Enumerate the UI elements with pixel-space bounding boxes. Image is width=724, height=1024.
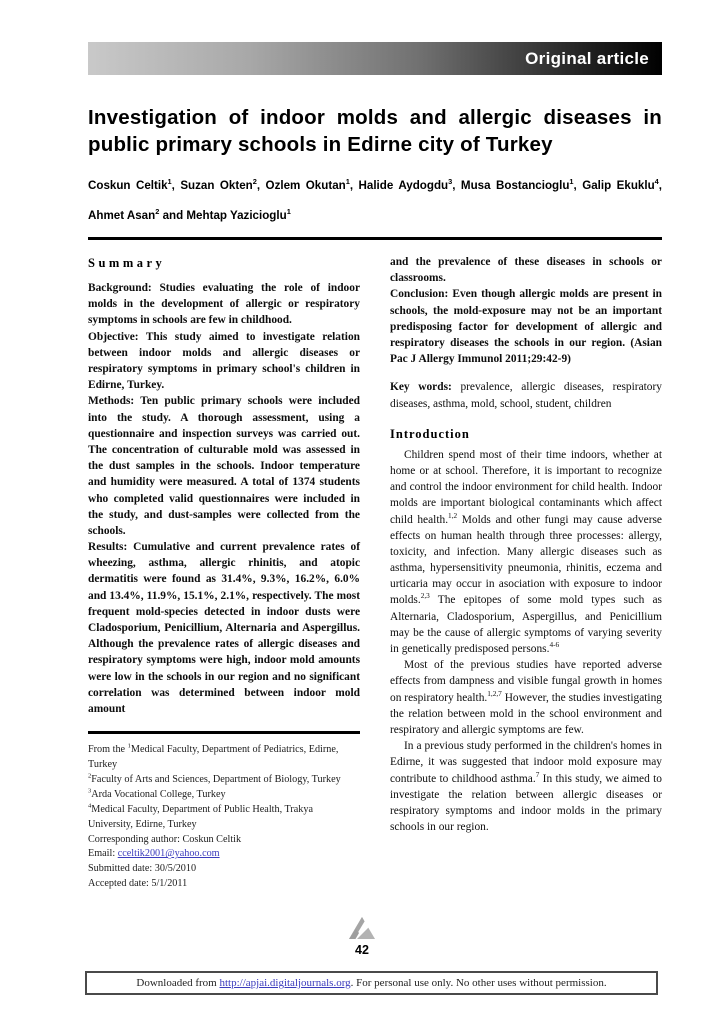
reference-superscript: 1 [345, 177, 350, 187]
footnote-line-affiliation-4: $^4$Medical Faculty, Department of Public Health, Trakya University, Edirne, Turkey [88, 802, 313, 830]
email-link[interactable]: cceltik2001@yahoo.com [117, 848, 220, 860]
footnote [88, 743, 360, 892]
article-type-label: Original article [525, 48, 649, 68]
download-text: Downloaded from http://apjai.digitaljournals.org. For personal use only. No other uses without permission. [136, 977, 607, 989]
left-column [88, 254, 360, 892]
reference-superscript: 1 [569, 177, 574, 187]
article-body [88, 254, 662, 892]
reference-superscript: 1 [167, 177, 172, 187]
summary-paragraph-continuation: and the prevalence of these diseases in schools or classrooms. [390, 256, 662, 285]
reference-superscript: 7 [535, 770, 540, 779]
reference-superscript: 1 [127, 742, 131, 750]
reference-superscript: 2,3 [420, 592, 430, 601]
reference-superscript: 2 [155, 207, 160, 217]
journal-logo-icon [347, 915, 377, 941]
footnote-line-submitted-date: Submitted date: 30/5/2010 [88, 863, 197, 875]
reference-superscript: 3 [448, 177, 453, 187]
footnote-line-affiliation-3: $^3$Arda Vocational College, Turkey [88, 787, 226, 800]
reference-superscript: 1,2 [448, 511, 458, 520]
reference-superscript: 1,2,7 [487, 689, 502, 698]
reference-superscript: 2 [252, 177, 257, 187]
download-notice [85, 971, 658, 995]
footnote-line-accepted-date: Accepted date: 5/1/2011 [88, 878, 188, 890]
reference-superscript: 1 [286, 207, 291, 217]
article-type-banner [88, 42, 662, 75]
footnote-line-email: Email: cceltik2001@yahoo.com [88, 848, 220, 860]
header-divider [88, 237, 662, 240]
introduction-heading: Introduction [390, 426, 470, 441]
reference-superscript: 2 [88, 772, 92, 780]
summary-paragraph-methods: Methods: Ten public primary schools were included into the study. A thorough assessment, using a questionnaire and inspection surveys was carried out. The concentration of culturable mold was assessed in the dust samples in the schools. Indoor temperature and humidity were measured. A total of 1374 students who completed valid questionnaires were included in the study, and dust-samples were collected from the schools. [88, 395, 360, 537]
footnote-line-corresponding-author: Corresponding author: Coskun Celtik [88, 833, 242, 845]
summary-paragraph-objective: Objective: This study aimed to investigate relation between indoor molds and allergic diseases or respiratory symptoms in primary school's children in Edirne, Turkey. [88, 330, 360, 392]
reference-superscript: 4-6 [549, 641, 560, 650]
footnote-divider [88, 731, 360, 734]
reference-superscript: 3 [88, 787, 92, 795]
introduction-paragraph-2: Most of the previous studies have reported adverse effects from dampness and visible fungal growth in homes on respiratory health.$^{1,2,7}$ However, the studies investigating the relation between mold in the school environment and respiratory and allergic symptoms are few. [390, 659, 662, 736]
authors-line: Coskun Celtik$^1$, Suzan Okten$^2$, Ozlem Okutan$^1$, Halide Aydogdu$^3$, Musa Bostancioglu$^1$, Galip Ekuklu$^4$, Ahmet Asan$^2$ and Mehtap Yazicioglu$^1$ [88, 177, 663, 223]
article-title: Investigation of indoor molds and allergic diseases in public primary schools in Edirne city of Turkey [88, 106, 662, 157]
introduction-paragraph-1: Children spend most of their time indoors, whether at home or at school. Therefore, it is important to recognize and control the indoor environment for child health. Indoor molds are important biological contaminants which affect child health.$^{1,2}$ Molds and other fungi may cause adverse effects on human health through three processes: allergy, toxicity, and infection. Many allergic diseases such as asthma, hypersensitivity pneumonia, rhinitis, eczema and urticaria may occur in asociation with exposure to indoor molds.$^{2,3}$ The epitopes of some mold types such as Alternaria, Cladosporium, Aspergillus, and Penicillium may be the cause of allergic symptoms of varying severity in genetically predisposed persons.$^{4-6}$ [390, 448, 662, 656]
right-column [390, 254, 662, 892]
reference-superscript: 4 [88, 802, 92, 810]
page-content [88, 0, 662, 892]
summary-heading: Summary [88, 256, 166, 271]
bold-label: Key words: [390, 381, 452, 394]
footer-url-link[interactable]: http://apjai.digitaljournals.org [219, 977, 351, 989]
summary-paragraph-conclusion: Conclusion: Even though allergic molds are present in schools, the mold-exposure may not be an important predisposing factor for development of allergic and respiratory diseases the schools in our region. (Asian Pac J Allergy Immunol 2011;29:42-9) [390, 288, 662, 366]
summary-paragraph-background: Background: Studies evaluating the role of indoor molds in the development of allergic or respiratory symptoms in schools are few in childhood. [88, 282, 360, 327]
introduction-paragraph-3: In a previous study performed in the children's homes in Edirne, it was suggested that indoor mold exposure may contribute to childhood asthma.$^7$ In this study, we aimed to investigate the relation between allergic diseases or respiratory symptoms and indoor molds in the primary schools in our region. [390, 740, 662, 834]
footnote-line-affiliation-2: $^2$Faculty of Arts and Sciences, Department of Biology, Turkey [88, 772, 341, 785]
page-number: 42 [355, 943, 369, 957]
footnote-line-affiliation-1: From the $^1$Medical Faculty, Department of Pediatrics, Edirne, Turkey [88, 742, 339, 771]
reference-superscript: 4 [654, 177, 659, 187]
summary-paragraph-results: Results: Cumulative and current prevalence rates of wheezing, asthma, allergic rhinitis, and atopic dermatitis were found as 31.4%, 9.3%, 16.2%, 6.0% and 13.4%, 11.9%, 15.1%, 2.1%, respectively. The most frequent mold-species detected in indoor dusts were Cladosporium, Penicillium, Alternaria and Aspergillus. Although the prevalence rates of allergic diseases and respiratory symptoms were high, indoor mold amounts were low in the schools in our region and no significant correlation was determined between indoor mold amount [88, 541, 360, 715]
keywords-paragraph: Key words: prevalence, allergic diseases, respiratory diseases, asthma, mold, school, student, children [390, 381, 662, 410]
